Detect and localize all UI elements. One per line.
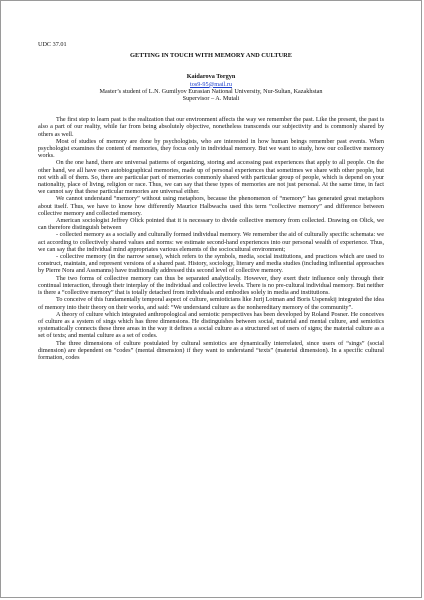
paragraph: American sociologist Jeffrey Olick pointed that it is necessary to divide collective memory from collected. Drawing on Olick, we can therefore distinguish between (38, 217, 384, 232)
list-item-paragraph: - collective memory (in the narrow sense), which refers to the symbols, media, social institutions, and practices which are used to construct, maintain, and represent versions of a shared past. History, sociology, literary and media studies (including influential approaches by Pierre Nora and Assmanns) have traditionally addressed this second level of collective memory. (38, 253, 384, 275)
paragraph: The three dimensions of culture postulated by cultural semiotics are dynamically interrelated, since users of “sings” (social dimension) are dependent on “codes” (mental dimension) if they want to understand “texts” (material dimension). In a specific cultural formation, codes (38, 339, 384, 361)
paragraph: A theory of culture which integrated anthropological and semiotic perspectives has been developed by Roland Posner. He conceives of culture as a system of sings which has three dimensions. He distinguishes between social, material and mental culture, and semiotics systematically connects these three areas in the way it defines a social culture as a structured set of users of signs; the material culture as a set of texts; and mental culture as a set of codes. (38, 310, 384, 340)
paragraph: We cannot understand “memory” without using metaphors, because the phenomenon of “memory” has generated great metaphors about itself. Thus, we have to know how differently Maurice Halbwachs used this term “collective memory” and difference between collective memory and collected memory. (38, 195, 384, 217)
paper-title: GETTING IN TOUCH WITH MEMORY AND CULTURE (130, 52, 292, 60)
udc-code: UDC 37.01 (38, 41, 67, 48)
supervisor-line: Supervisor – A. Mutali (182, 95, 240, 103)
author-email-link[interactable]: tos9-95@mail.ru (190, 80, 232, 88)
author-affiliation: Master’s student of L.N. Gumilyov Eurasian National University, Nur-Sultan, Kazakhstan (99, 87, 323, 95)
paragraph: The two forms of collective memory can thus be separated analytically. However, they exert their influence only through their continual interaction, through their interplay of the individual and collective levels. There is no pre-cultural individual memory. But neither is there a “collective memory” that is totally detached from individuals and embodies solely in media and institutions. (38, 274, 384, 297)
paragraph: On the one hand, there are universal patterns of organizing, storing and accessing past experiences that apply to all people. On the other hand, we all have own autobiographical memories, made up of personal experiences that sometimes we share with other people, but not with all of them. So, there are particular part of memories commonly shared with particular group of people, which is depend on your nationality, place of living, religion or race. Thus, we can say that these types of memories are not just personal. At the same time, in fact we cannot say that these particular memories are universal either. (38, 159, 384, 196)
author-name: Kaidarova Torgyn (186, 73, 236, 81)
paragraph: To conceive of this fundamentally temporal aspect of culture, semioticians like Jurij Lotman and Boris Uspenskij integrated the idea of memory into their theory on their works, and said: “We understand culture as the nonhereditary memory of the community”. (38, 296, 384, 311)
paragraph: The first step to learn past is the realization that our environment affects the way we remember the past. Like the present, the past is also a part of our reality, while far from being absolutely objective, nonetheless transcends our subjectivity and is commonly shared by others as well. (38, 116, 384, 138)
list-item-paragraph: - collected memory as a socially and culturally formed individual memory. We remember the aid of culturally specific schemata: we act according to collectively shared values and norms: we estimate second-hand experiences into our personal wealth of experience. Thus, we can say that the individual mind appropriates various elements of the sociocultural environment; (38, 231, 384, 253)
paper-content (38, 41, 384, 361)
paragraph: Most of studies of memory are done by psychologists, who are interested in how human beings remember past events. When psychologist examines the content of memories, they focus only in individual memory. But we want to study, how our collective memory works. (38, 137, 384, 160)
